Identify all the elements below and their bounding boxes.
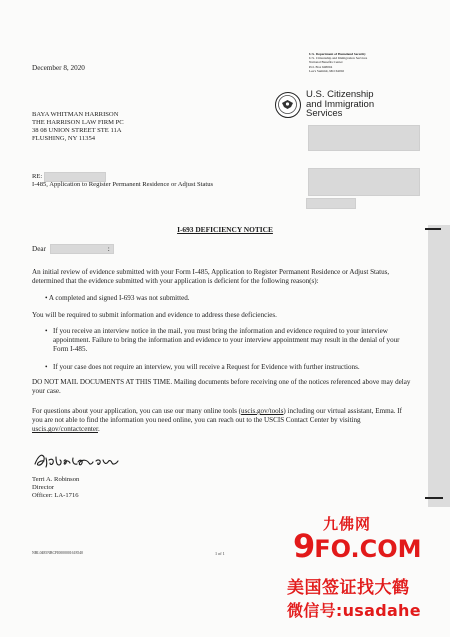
agency-city: Lee's Summit, MO 64002 [309, 68, 345, 73]
agency-division: U.S. Citizenship and Immigration Services [309, 56, 368, 61]
recipient-city: FLUSHING, NY 11354 [32, 135, 96, 142]
letter-date: December 8, 2020 [32, 64, 85, 72]
tools-link[interactable]: uscis.gov/tools [241, 407, 284, 415]
dhs-seal-icon [275, 92, 301, 118]
salutation: Dear : [32, 245, 110, 253]
scan-edge-strip [428, 225, 450, 507]
signer-officer: Officer: LA-1716 [32, 492, 79, 499]
reason-item [45, 294, 190, 302]
intro-paragraph: An initial review of evidence submitted with your Form I-485, Application to Register Permanent Residence or Adjust Status, determined that the evidence submitted with your application is deficient for the following reason(s): [32, 268, 390, 286]
redaction-block [306, 198, 356, 209]
bullet-icon: • [45, 327, 48, 335]
no-interview-paragraph: If your case does not require an interview, you will receive a Request for Evidence with further instructions. [53, 363, 360, 371]
signer-block [32, 476, 79, 500]
salutation-text: Dear [32, 245, 46, 253]
contactcenter-link[interactable]: uscis.gov/contactcenter [32, 425, 98, 434]
agency-center: National Benefits Center [309, 60, 343, 65]
re-form: I-485, Application to Register Permanent Residence or Adjust Status [32, 181, 214, 188]
uscis-logo-text [306, 90, 374, 119]
agency-dept: U.S. Department of Homeland Security [309, 52, 366, 56]
interview-paragraph: If you receive an interview notice in the mail, you must bring the information and evidence required to your interview appointment. Failure to bring the information and evidence to your interview appointment may result in the denial of your Form I-485. [53, 327, 400, 354]
agency-address-block [309, 52, 367, 73]
watermark-brand [293, 528, 422, 567]
required-paragraph: You will be required to submit information and evidence to address these deficiencies. [32, 311, 277, 319]
recipient-address [32, 111, 124, 143]
re-label: RE: [32, 173, 43, 180]
re-block [32, 173, 213, 189]
watermark-brand-nine: 9 [293, 527, 315, 565]
page-number: 1 of 1 [215, 551, 225, 556]
scan-edge-mark [425, 228, 441, 230]
signer-title: Director [32, 484, 54, 491]
watermark-site-name: 九佛网 [323, 515, 372, 533]
uscis-logo-line1: U.S. Citizenship [306, 89, 374, 100]
watermark-visa-line: 美国签证找大鹤 [287, 578, 410, 598]
do-not-mail-paragraph: DO NOT MAIL DOCUMENTS AT THIS TIME. Mailing documents before receiving one of the notices referenced above may delay your case. [32, 378, 411, 396]
footer-code: NBL0485NBCFI0000001618540 [32, 551, 84, 555]
watermark-wechat-line: 微信号:usadahe [287, 601, 421, 620]
questions-paragraph [32, 407, 407, 434]
recipient-street: 38 08 UNION STREET STE 11A [32, 127, 122, 134]
uscis-logo-line2: and Immigration [306, 98, 375, 110]
agency-po-box: P.O. Box 648004 [309, 64, 333, 69]
signer-name: Terri A. Robinson [32, 476, 80, 483]
questions-text-2: ) including our virtual assistant, Emma. If you are not able to find the information you need online, you can reach out to the USCIS Contact Center by visiting [32, 407, 403, 425]
reason-text: A completed and signed I-693 was not submitted. [48, 294, 190, 302]
questions-text-1: For questions about your application, you can use our many online tools ( [32, 407, 242, 415]
redaction-block [308, 125, 420, 151]
notice-title: I-693 DEFICIENCY NOTICE [177, 225, 273, 234]
bullet-icon: • [45, 294, 48, 302]
bullet-icon: • [45, 363, 48, 371]
questions-text-3: . [98, 425, 100, 434]
uscis-logo-line3: Services [306, 108, 343, 120]
signature-icon [32, 448, 132, 472]
redaction-block [308, 168, 420, 196]
watermark-brand-rest: FO.COM [314, 535, 422, 563]
scan-edge-mark [425, 497, 443, 499]
recipient-firm: THE HARRISON LAW FIRM PC [32, 119, 124, 126]
recipient-name: BAYA WHITMAN HARRISON [32, 111, 119, 118]
